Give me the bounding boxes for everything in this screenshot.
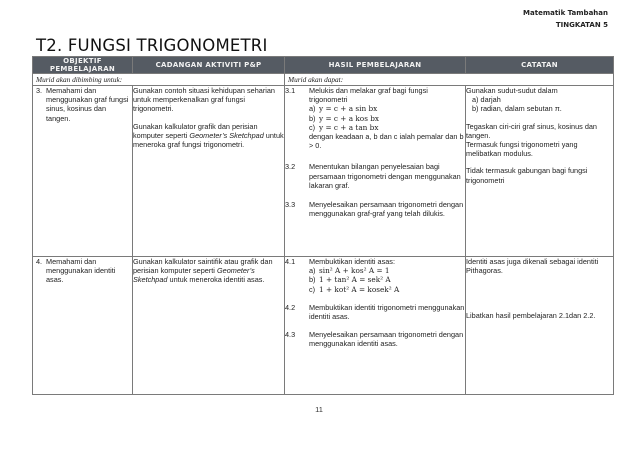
formula: sin² A + kos² A = 1 [319, 266, 390, 276]
activity-text: Gunakan kalkulator saintifik atau grafik dan perisian komputer seperti Geometer’s Sketchpad untuk meneroka identiti asas. [133, 257, 273, 285]
outcome-number: 3.1 [285, 86, 296, 95]
outcome-text: Menyelesaikan persamaan trigonometri dengan menggunakan graf-graf yang telah dilukis. [309, 200, 464, 219]
header-meta [523, 7, 608, 31]
objective-number: 3. [36, 86, 43, 95]
outcome-number: 3.2 [285, 162, 296, 172]
objective-text: Memahami dan menggunakan graf fungsi sinus, kosinus dan tangen. [46, 86, 129, 123]
objective-cell [33, 86, 133, 257]
notes-cell [466, 257, 614, 395]
outcome-text: Menentukan bilangan penyelesaian bagi persamaan trigonometri dengan menggunakan lakaran graf. [309, 162, 461, 190]
formula: 1 + tan² A = sek² A [319, 275, 391, 285]
activity-text: Gunakan kalkulator grafik dan perisian komputer seperti Geometer’s Sketchpad untuk meneroka graf fungsi trigonometri. [133, 121, 284, 150]
outcome-cell: 3.1 Melukis dan melakar graf bagi fungsi trigonometri a) y = c + a sin bx b) y = c + a kos bx c) y = c + a tan bx dengan keadaan a, b dan c ialah pemalar dan b > 0. 3.2 Menentukan bilangan penyelesaian bagi persamaan trigonometri dengan menggunakan lakaran graf. 3.3 Menyelesaikan persamaan trigonometri dengan menggunakan graf-graf yang telah dilukis. [285, 86, 466, 257]
page-number: 11 [315, 405, 323, 414]
note-text: Tegaskan ciri-ciri graf sinus, kosinus dan tangen. [466, 121, 597, 140]
note-text: a) darjah [472, 95, 501, 105]
level-label: TINGKATAN 5 [555, 21, 608, 29]
outcome-number: 4.1 [285, 257, 296, 266]
formula: y = c + a tan bx [319, 122, 379, 132]
objective-number: 4. [36, 257, 43, 266]
page-title: T2. FUNGSI TRIGONOMETRI [36, 36, 268, 55]
col-header-activities: CADANGAN AKTIVITI P&P [133, 57, 285, 74]
outcome-cell: 4.1 Membuktikan identiti asas: a) sin² A + kos² A = 1 b) 1 + tan² A = sek² A c) 1 + kot² A = kosek² A 4.2 Membuktikan identiti trigonometri menggunakan identiti asas. 4.3 Menyelesaikan persamaan trigonometri dengan menggunakan identiti asas. [285, 257, 466, 395]
formula: 1 + kot² A = kosek² A [319, 284, 400, 294]
note-text: Identiti asas juga dikenali sebagai identiti Pithagoras. [466, 257, 599, 276]
outcome-condition: dengan keadaan a, b dan c ialah pemalar dan b > 0. [309, 132, 464, 151]
outcome-number: 3.3 [285, 200, 296, 210]
table-row [33, 86, 614, 257]
activity-text: Gunakan contoh situasi kehidupan seharian untuk memperkenalkan graf fungsi trigonometri. [133, 86, 275, 114]
outcome-number: 4.3 [285, 330, 296, 340]
note-text: Libatkan hasil pembelajaran 2.1dan 2.2. [466, 311, 596, 321]
note-text: Termasuk fungsi trigonometri yang melibatkan modulus. [466, 140, 578, 159]
col-header-outcomes: HASIL PEMBELAJARAN [285, 57, 466, 74]
note-text: Tidak termasuk gabungan bagi fungsi trigonometri [466, 166, 588, 185]
subject-label: Matematik Tambahan [523, 9, 608, 17]
curriculum-table [32, 56, 614, 395]
outcome-text: Melukis dan melakar graf bagi fungsi trigonometri [309, 86, 428, 105]
outcome-text: Membuktikan identiti asas: [309, 257, 395, 266]
table-row [33, 257, 614, 395]
note-text: Gunakan sudut-sudut dalam [466, 86, 558, 95]
subheader-able: Murid akan dapat: [285, 74, 614, 86]
note-text: b) radian, dalam sebutan π. [472, 104, 562, 114]
activity-cell [133, 257, 285, 395]
outcome-text: Membuktikan identiti trigonometri menggunakan identiti asas. [309, 302, 465, 322]
col-header-objective: OBJEKTIF PEMBELAJARAN [33, 57, 133, 74]
objective-text: Memahami dan menggunakan identiti asas. [46, 257, 116, 285]
outcome-number: 4.2 [285, 302, 296, 312]
table-header-row [33, 57, 614, 74]
formula: y = c + a kos bx [319, 113, 380, 123]
formula: y = c + a sin bx [319, 104, 378, 114]
notes-cell [466, 86, 614, 257]
software-name: Geometer’s Sketchpad [133, 266, 255, 285]
table-subheader-row [33, 74, 614, 86]
objective-cell [33, 257, 133, 395]
outcome-text: Menyelesaikan persamaan trigonometri dengan menggunakan identiti asas. [309, 330, 464, 349]
software-name: Geometer’s Sketchpad [189, 130, 264, 140]
subheader-guided: Murid akan dibimbing untuk: [33, 74, 285, 86]
col-header-notes: CATATAN [466, 57, 614, 74]
activity-cell [133, 86, 285, 257]
